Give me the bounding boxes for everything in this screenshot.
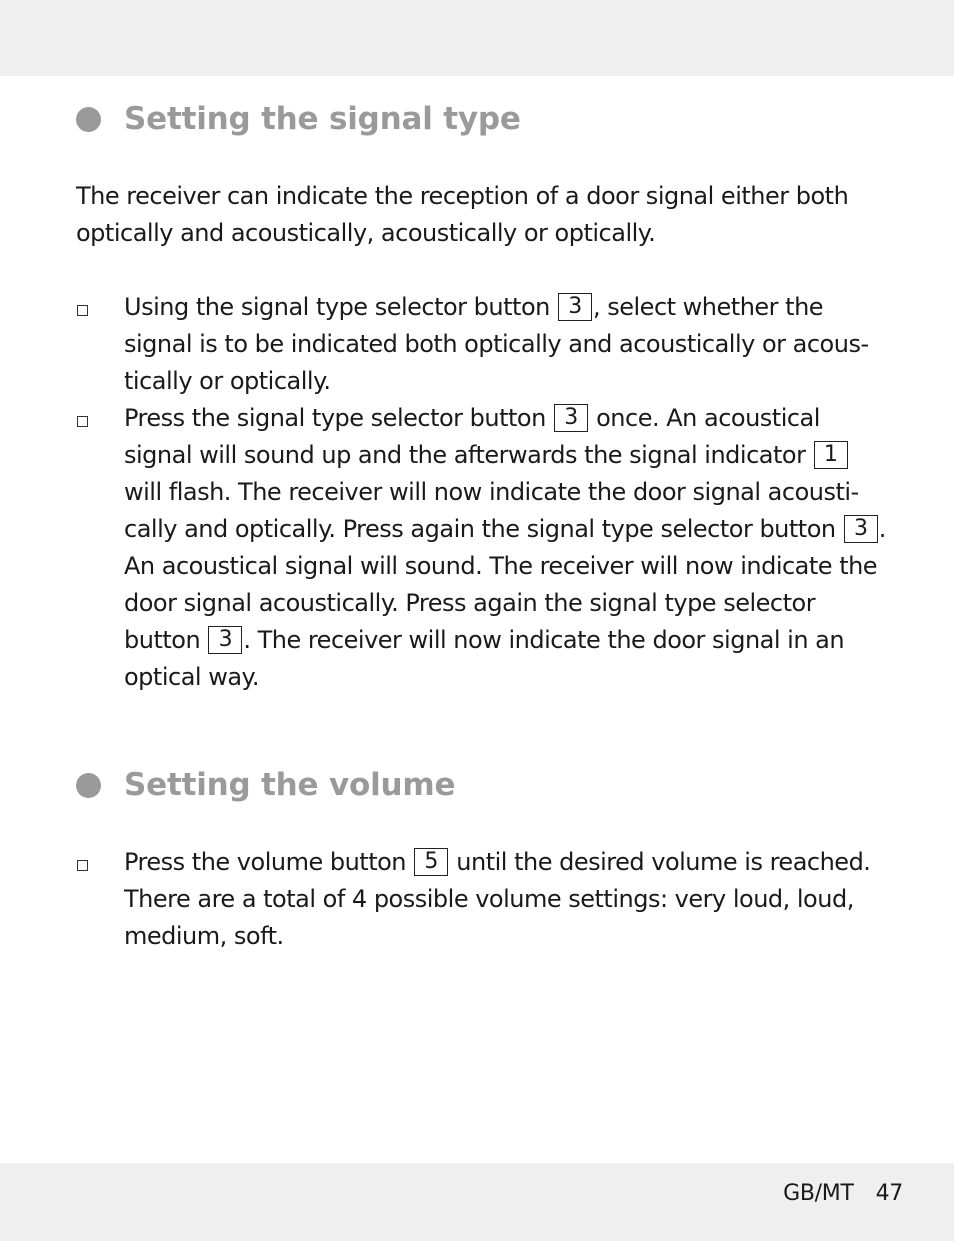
section-title: Setting the signal type	[124, 101, 521, 137]
checkbox-icon	[77, 305, 88, 316]
list-item	[124, 400, 886, 696]
list-item-text: . The receiver will now indicate the door signal in an	[243, 626, 845, 654]
reference-number-box: 5	[414, 848, 448, 876]
list-item-text: signal is to be indicated both optically and acoustically or acous-	[124, 330, 869, 358]
intro-line: The receiver can indicate the reception of a door signal either both	[76, 182, 849, 210]
list-item-text: cally and optically. Press again the signal type selector button	[124, 515, 836, 543]
list-item-text: There are a total of 4 possible volume settings: very loud, loud,	[124, 885, 854, 913]
list-item-text: optical way.	[124, 663, 259, 691]
list-item	[124, 289, 869, 400]
checkbox-icon	[77, 416, 88, 427]
reference-number-box: 3	[554, 404, 588, 432]
reference-number-box: 3	[208, 626, 242, 654]
list-item-text: medium, soft.	[124, 922, 284, 950]
checkbox-icon	[77, 860, 88, 871]
reference-number-box: 1	[814, 441, 848, 469]
page-footer	[783, 1181, 903, 1206]
list-item-text: An acoustical signal will sound. The receiver will now indicate the	[124, 552, 878, 580]
section-title: Setting the volume	[124, 767, 456, 803]
bullet-dot-icon	[76, 773, 101, 798]
intro-line: optically and acoustically, acoustically or optically.	[76, 219, 656, 247]
list-item-text: once. An acoustical	[596, 404, 820, 432]
list-item	[124, 844, 870, 955]
header-band	[0, 0, 954, 76]
list-item-text: will flash. The receiver will now indicate the door signal acousti-	[124, 478, 859, 506]
list-item-text: until the desired volume is reached.	[456, 848, 871, 876]
list-item-text: Press the volume button	[124, 848, 407, 876]
bullet-dot-icon	[76, 107, 101, 132]
list-item-text: tically or optically.	[124, 367, 331, 395]
list-item-text: , select whether the	[592, 293, 824, 321]
list-item-text: signal will sound up and the afterwards the signal indicator	[124, 441, 806, 469]
section-heading-volume	[76, 767, 455, 803]
list-item-text: door signal acoustically. Press again the signal type selector	[124, 589, 816, 617]
list-item-text: button	[124, 626, 201, 654]
list-item-text: .	[878, 515, 886, 543]
footer-locale: GB/MT	[783, 1181, 854, 1206]
list-item-text: Press the signal type selector button	[124, 404, 546, 432]
reference-number-box: 3	[558, 293, 592, 321]
page-number: 47	[875, 1181, 903, 1206]
section-heading-signal-type	[76, 101, 521, 137]
list-item-text: Using the signal type selector button	[124, 293, 550, 321]
intro-paragraph	[76, 178, 848, 252]
reference-number-box: 3	[844, 515, 878, 543]
